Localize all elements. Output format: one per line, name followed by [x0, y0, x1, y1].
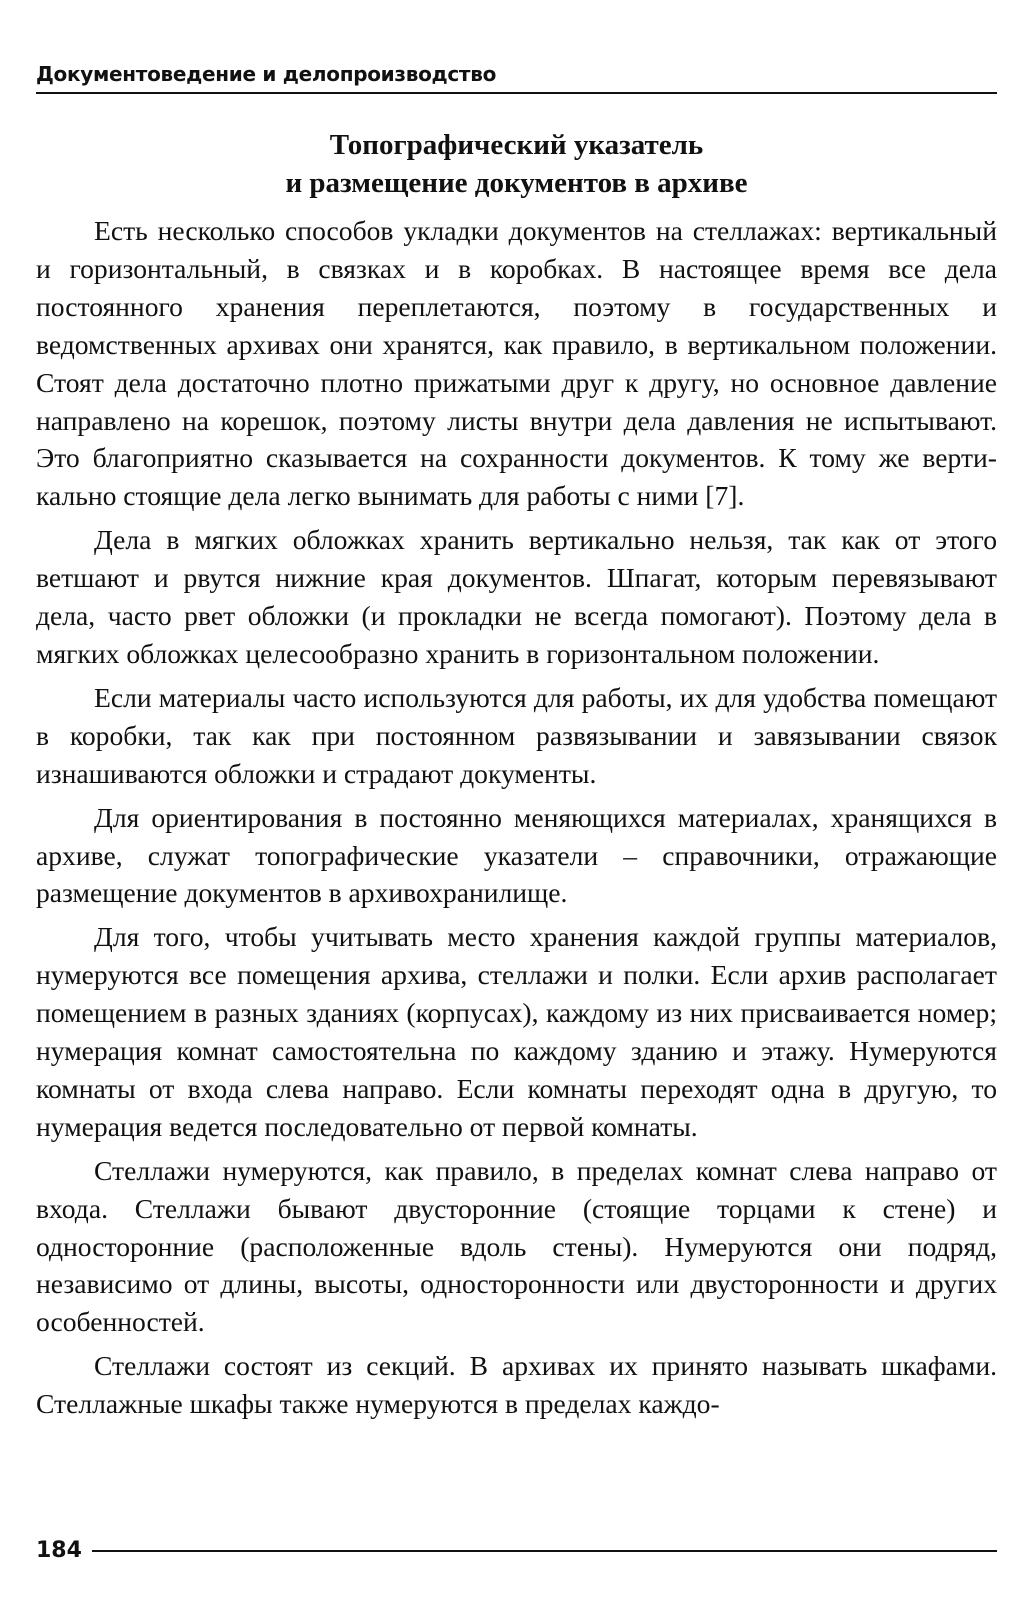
paragraph: Для ориентирования в постоянно меняющихся материалах, хранящихся в архиве, служат топографические указатели – справочники, отражающие размещение документов в архивохранилище. [36, 801, 997, 909]
paragraph: Стеллажи нумеруются, как правило, в пределах комнат слева направо от входа. Стеллажи бывают двусторонние (стоящие торцами к стене) и односторонние (расположенные вдоль стены). Нумеруются они подряд, независимо от длины, высоты, односторонности или двусторонности и других особенностей. [36, 1154, 997, 1338]
paragraph: Дела в мягких обложках хранить вертикально нельзя, так как от этого ветшают и рвутся нижние края документов. Шпагат, которым перевязывают дела, часто рвет обложки (и прокладки не всегда помогают). Поэтому дела в мягких обложках целесообразно хранить в горизонтальном положении. [36, 524, 997, 669]
running-header: Документоведение и делопроизводство [36, 62, 997, 94]
paragraph: Есть несколько способов укладки документов на стеллажах: вертикальный и горизонтальный, в связках и в коробках. В настоящее время все дела постоянного хранения переплетаются, поэтому в государственных и ведомственных архивах они хранятся, как правило, в вертикальном положении. Стоят дела достаточно плотно прижатыми друг к другу, но основное давление направлено на корешок, поэтому листы внутри дела давления не испытывают. Это благоприятно сказывается на сохранности документов. К тому же вертикально стоящие дела легко вынимать для работы с ними [7]. [36, 215, 997, 512]
body-text [36, 212, 997, 1429]
page-footer [36, 1538, 997, 1563]
section-title [36, 126, 997, 202]
page-number: 184 [36, 1538, 82, 1563]
section-title-line-2: и размещение документов в архиве [285, 167, 748, 199]
section-title-line-1: Топографический указатель [329, 129, 704, 161]
paragraph: Если материалы часто используются для работы, их для удобства помещают в коробки, так как при постоянном развязывании и завязывании связок изнашиваются обложки и страдают документы. [36, 681, 997, 789]
paragraph: Стеллажи состоят из секций. В архивах их принято называть шкафами. Стеллажные шкафы также нумеруются в пределах каждо- [36, 1350, 997, 1420]
footer-rule [92, 1550, 997, 1552]
paragraph: Для того, чтобы учитывать место хранения каждой группы материалов, нумеруются все помещения архива, стеллажи и полки. Если архив располагает помещением в разных зданиях (корпусах), каждому из них присваивается номер; нумерация комнат самостоятельна по каждому зданию и этажу. Нумеруются комнаты от входа слева направо. Если комнаты переходят одна в другую, то нумерация ведется последовательно от первой комнаты. [36, 921, 997, 1142]
